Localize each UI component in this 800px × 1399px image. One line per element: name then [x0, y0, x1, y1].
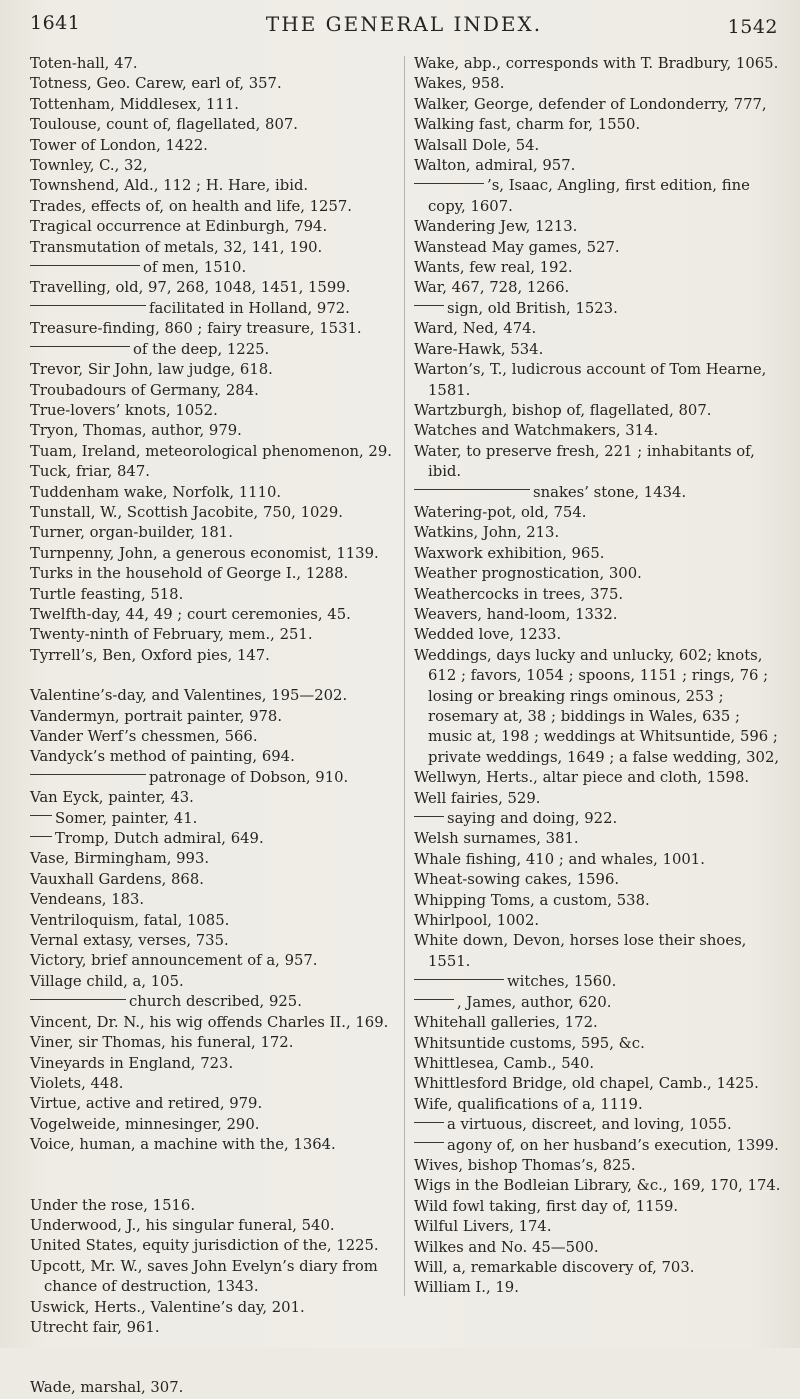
entry-text: Whittlesea, Camb., 540. [414, 1054, 595, 1072]
index-subentry [414, 972, 786, 992]
index-entry [414, 360, 786, 401]
entry-text: Wives, bishop Thomas’s, 825. [414, 1156, 636, 1174]
index-entry [30, 95, 395, 115]
entry-text: of the deep, 1225. [133, 340, 270, 358]
index-entry [30, 1216, 395, 1236]
index-entry [30, 74, 395, 94]
entry-text: Watches and Watchmakers, 314. [414, 422, 659, 440]
entry-text: Whirlpool, 1002. [414, 912, 540, 930]
index-subentry [414, 299, 786, 319]
entry-text: Townshend, Ald., 112 ; H. Hare, ibid. [30, 177, 309, 195]
ditto-rule [414, 979, 504, 980]
entry-text: Weathercocks in trees, 375. [414, 585, 624, 603]
page-header [30, 8, 778, 36]
entry-text: Trades, effects of, on health and life, 1257. [30, 197, 352, 215]
index-entry [30, 707, 395, 727]
index-entry [414, 1217, 786, 1237]
entry-text: Wants, few real, 192. [414, 259, 573, 277]
index-entry [30, 972, 395, 992]
index-subentry [30, 829, 395, 849]
entry-text: Weddings, days lucky and unlucky, 602; knots, 612 ; favors, 1054 ; spoons, 1151 ; rings, 76 ; losing or breaking rings ominous, 253 ; rosemary at, 38 ; biddings in Wales, 635 ; music at, 198 ; weddings at Whitsuntide, 596 ; private weddings, 1649 ; a false wedding, 302, [414, 646, 780, 766]
index-column-left [30, 54, 395, 1399]
index-entry [30, 1094, 395, 1114]
entry-text: ’s, Isaac, Angling, first edition, fine copy, 1607. [428, 177, 750, 215]
index-entry [414, 1278, 786, 1298]
entry-text: Warton’s, T., ludicrous account of Tom Hearne, 1581. [414, 361, 767, 399]
entry-text: Whale fishing, 410 ; and whales, 1001. [414, 850, 705, 868]
page-number-left: 1641 [30, 12, 81, 34]
entry-text: Wheat-sowing cakes, 1596. [414, 871, 620, 889]
entry-text: Vandyck’s method of painting, 694. [30, 748, 295, 766]
ditto-rule [414, 816, 444, 817]
entry-text: Walking fast, charm for, 1550. [414, 116, 641, 134]
index-entry [414, 911, 786, 931]
entry-text: Trevor, Sir John, law judge, 618. [30, 361, 273, 379]
index-entry [30, 462, 395, 482]
entry-text: Vincent, Dr. N., his wig offends Charles II., 169. [30, 1013, 389, 1031]
entry-text: Turner, organ-builder, 181. [30, 524, 233, 542]
entry-text: Tuddenham wake, Norfolk, 1110. [30, 483, 282, 501]
index-entry [30, 54, 395, 74]
entry-text: Village child, a, 105. [30, 972, 184, 990]
ditto-rule [30, 346, 130, 347]
entry-text: Weavers, hand-loom, 1332. [414, 605, 618, 623]
entry-text: Victory, brief announcement of a, 957. [30, 952, 318, 970]
index-entry [30, 1074, 395, 1094]
index-entry [30, 238, 395, 258]
index-subentry [414, 993, 786, 1013]
index-subentry [414, 1136, 786, 1156]
entry-text: Utrecht fair, 961. [30, 1318, 160, 1336]
entry-text: Voice, human, a machine with the, 1364. [30, 1136, 336, 1154]
ditto-rule [30, 836, 52, 837]
index-entry [414, 646, 786, 768]
index-entry [30, 1318, 395, 1338]
entry-text: Wife, qualifications of a, 1119. [414, 1095, 643, 1113]
entry-text: Tryon, Thomas, author, 979. [30, 422, 242, 440]
entry-text: Under the rose, 1516. [30, 1196, 196, 1214]
entry-text: Tuam, Ireland, meteorological phenomenon, 29. [30, 442, 392, 460]
index-entry [414, 768, 786, 788]
entry-text: Wild fowl taking, first day of, 1159. [414, 1197, 679, 1215]
index-entry [414, 238, 786, 258]
entry-text: Wedded love, 1233. [414, 626, 562, 644]
entry-text: patronage of Dobson, 910. [149, 768, 349, 786]
entry-text: Wilkes and No. 45—500. [414, 1238, 599, 1256]
entry-text: Wellwyn, Herts., altar piece and cloth, 1598. [414, 769, 750, 787]
index-entry [30, 1033, 395, 1053]
entry-text: Virtue, active and retired, 979. [30, 1095, 263, 1113]
index-entry [414, 401, 786, 421]
entry-text: Valentine’s-day, and Valentines, 195—202. [30, 687, 348, 705]
entry-text: Ventriloquism, fatal, 1085. [30, 911, 230, 929]
index-entry [30, 319, 395, 339]
entry-text: Weather prognostication, 300. [414, 565, 642, 583]
index-subentry [30, 992, 395, 1012]
entry-text: Well fairies, 529. [414, 789, 541, 807]
index-entry [30, 442, 395, 462]
entry-text: Whipping Toms, a custom, 538. [414, 891, 650, 909]
column-divider [404, 56, 405, 1296]
entry-text: Wanstead May games, 527. [414, 238, 620, 256]
ditto-rule [414, 489, 530, 490]
entry-text: Wandering Jew, 1213. [414, 218, 578, 236]
ditto-rule [414, 305, 444, 306]
entry-text: Turnpenny, John, a generous economist, 1139. [30, 544, 379, 562]
section-gap [30, 666, 395, 686]
index-entry [414, 523, 786, 543]
index-entry [414, 115, 786, 135]
entry-text: Townley, C., 32, [30, 157, 148, 175]
index-entry [414, 74, 786, 94]
index-entry [30, 727, 395, 747]
index-entry [30, 381, 395, 401]
entry-text: a virtuous, discreet, and loving, 1055. [447, 1116, 732, 1134]
entry-text: Turks in the household of George I., 1288. [30, 565, 349, 583]
entry-text: True-lovers’ knots, 1052. [30, 401, 218, 419]
index-entry [414, 340, 786, 360]
index-entry [30, 503, 395, 523]
entry-text: Toulouse, count of, flagellated, 807. [30, 116, 298, 134]
index-subentry [414, 483, 786, 503]
index-subentry [30, 299, 395, 319]
entry-text: Vase, Birmingham, 993. [30, 850, 210, 868]
index-entry [414, 217, 786, 237]
index-entry [30, 115, 395, 135]
entry-text: Walton, admiral, 957. [414, 157, 576, 175]
entry-text: War, 467, 728, 1266. [414, 279, 570, 297]
index-entry [414, 1034, 786, 1054]
entry-text: church described, 925. [129, 993, 302, 1011]
ditto-rule [414, 183, 484, 184]
running-title: THE GENERAL INDEX. [265, 12, 543, 36]
index-entry [30, 197, 395, 217]
entry-text: Whitsuntide customs, 595, &c. [414, 1034, 645, 1052]
entry-text: Ware-Hawk, 534. [414, 340, 544, 358]
index-entry [30, 1196, 395, 1216]
index-entry [30, 1236, 395, 1256]
entry-text: Vendeans, 183. [30, 891, 145, 909]
ditto-rule [414, 999, 454, 1000]
index-entry [414, 544, 786, 564]
index-entry [30, 1135, 395, 1155]
entry-text: Toten-hall, 47. [30, 55, 138, 72]
entry-text: Vineyards in England, 723. [30, 1054, 234, 1072]
index-entry [30, 278, 395, 298]
index-entry [414, 564, 786, 584]
ditto-rule [30, 774, 146, 775]
index-entry [30, 1115, 395, 1135]
index-subentry [30, 340, 395, 360]
index-entry [414, 1258, 786, 1278]
index-entry [414, 421, 786, 441]
index-entry [414, 931, 786, 972]
index-subentry [30, 809, 395, 829]
index-entry [414, 1238, 786, 1258]
entry-text: William I., 19. [414, 1279, 519, 1297]
index-entry [414, 95, 786, 115]
section-gap [30, 1156, 395, 1176]
ditto-rule [30, 265, 140, 266]
index-entry [30, 747, 395, 767]
index-entry [30, 788, 395, 808]
index-entry [414, 136, 786, 156]
entry-text: Vauxhall Gardens, 868. [30, 870, 204, 888]
index-entry [414, 829, 786, 849]
index-entry [414, 891, 786, 911]
index-entry [414, 605, 786, 625]
entry-text: Van Eyck, painter, 43. [30, 789, 194, 807]
entry-text: Turtle feasting, 518. [30, 585, 184, 603]
entry-text: Welsh surnames, 381. [414, 830, 579, 848]
index-entry [30, 1054, 395, 1074]
index-entry [30, 951, 395, 971]
index-entry [414, 156, 786, 176]
index-entry [30, 401, 395, 421]
entry-text: Violets, 448. [30, 1074, 124, 1092]
section-gap [30, 1338, 395, 1358]
entry-text: Treasure-finding, 860 ; fairy treasure, 1531. [30, 320, 362, 338]
index-subentry [414, 809, 786, 829]
entry-text: Wigs in the Bodleian Library, &c., 169, 170, 174. [414, 1177, 781, 1195]
section-gap [30, 1176, 395, 1196]
index-entry [414, 503, 786, 523]
entry-text: United States, equity jurisdiction of the, 1225. [30, 1237, 379, 1255]
entry-text: Watkins, John, 213. [414, 524, 560, 542]
section-gap [30, 1358, 395, 1378]
entry-text: Twelfth-day, 44, 49 ; court ceremonies, 45. [30, 605, 351, 623]
index-entry [30, 911, 395, 931]
index-entry [30, 890, 395, 910]
index-entry [30, 646, 395, 666]
entry-text: sign, old British, 1523. [447, 299, 618, 317]
entry-text: Twenty-ninth of February, mem., 251. [30, 626, 313, 644]
entry-text: Ward, Ned, 474. [414, 320, 537, 338]
entry-text: Upcott, Mr. W., saves John Evelyn’s diary from chance of destruction, 1343. [30, 1257, 378, 1296]
index-entry [30, 849, 395, 869]
index-entry [414, 1013, 786, 1033]
entry-text: Travelling, old, 97, 268, 1048, 1451, 1599. [30, 279, 351, 297]
index-entry [414, 789, 786, 809]
index-entry [30, 483, 395, 503]
entry-text: Vernal extasy, verses, 735. [30, 932, 229, 950]
entry-text: Watering-pot, old, 754. [414, 503, 587, 521]
index-entry [414, 1156, 786, 1176]
index-entry [414, 1176, 786, 1196]
entry-text: Walker, George, defender of Londonderry, 777, [414, 95, 767, 113]
entry-text: Vogelweide, minnesinger, 290. [30, 1115, 260, 1133]
index-entry [30, 176, 395, 196]
entry-text: Underwood, J., his singular funeral, 540. [30, 1216, 335, 1234]
index-subentry [30, 768, 395, 788]
entry-text: Tyrrell’s, Ben, Oxford pies, 147. [30, 646, 270, 664]
index-entry [30, 156, 395, 176]
entry-text: saying and doing, 922. [447, 810, 618, 828]
entry-text: Wade, marshal, 307. [30, 1379, 184, 1397]
entry-text: Whitehall galleries, 172. [414, 1014, 598, 1032]
entry-text: Wartzburgh, bishop of, flagellated, 807. [414, 401, 712, 419]
entry-text: , James, author, 620. [457, 993, 612, 1011]
entry-text: Will, a, remarkable discovery of, 703. [414, 1258, 695, 1276]
index-entry [414, 278, 786, 298]
page-number-right: 1542 [727, 16, 778, 38]
entry-text: Vandermyn, portrait painter, 978. [30, 707, 283, 725]
entry-text: snakes’ stone, 1434. [533, 483, 687, 501]
index-subentry [414, 1115, 786, 1135]
index-column-right [414, 54, 786, 1299]
index-entry [30, 421, 395, 441]
entry-text: Somer, painter, 41. [55, 809, 198, 827]
index-entry [30, 1298, 395, 1318]
entry-text: Walsall Dole, 54. [414, 136, 540, 154]
index-entry [414, 1197, 786, 1217]
entry-text: White down, Devon, horses lose their shoes, 1551. [414, 932, 747, 970]
entry-text: Wakes, 958. [414, 75, 505, 93]
entry-text: Whittlesford Bridge, old chapel, Camb., 1425. [414, 1075, 759, 1093]
entry-text: Uswick, Herts., Valentine’s day, 201. [30, 1298, 305, 1316]
entry-text: witches, 1560. [507, 973, 617, 991]
index-entry [414, 319, 786, 339]
index-entry [414, 258, 786, 278]
index-entry [30, 217, 395, 237]
index-entry [414, 1074, 786, 1094]
entry-text: Wake, abp., corresponds with T. Bradbury, 1065. [414, 55, 779, 72]
ditto-rule [30, 305, 146, 306]
entry-text: Viner, sir Thomas, his funeral, 172. [30, 1034, 294, 1052]
entry-text: Tuck, friar, 847. [30, 463, 150, 481]
entry-text: agony of, on her husband’s execution, 1399. [447, 1136, 779, 1154]
index-entry [414, 1054, 786, 1074]
entry-text: Tower of London, 1422. [30, 136, 208, 154]
index-entry [30, 1378, 395, 1398]
ditto-rule [30, 999, 126, 1000]
index-subentry [30, 258, 395, 278]
index-entry [30, 523, 395, 543]
ditto-rule [30, 815, 52, 816]
index-entry [30, 870, 395, 890]
index-entry [30, 1013, 395, 1033]
index-entry [414, 625, 786, 645]
index-entry [30, 625, 395, 645]
entry-text: Water, to preserve fresh, 221 ; inhabitants of, ibid. [414, 442, 755, 481]
index-entry [30, 544, 395, 564]
entry-text: Vander Werf’s chessmen, 566. [30, 728, 258, 745]
index-entry [30, 686, 395, 706]
index-entry [414, 1095, 786, 1115]
index-entry [30, 931, 395, 951]
entry-text: Tunstall, W., Scottish Jacobite, 750, 1029. [30, 503, 343, 521]
entry-text: Waxwork exhibition, 965. [414, 544, 605, 562]
index-entry [414, 442, 786, 483]
ditto-rule [414, 1122, 444, 1123]
entry-text: Tottenham, Middlesex, 111. [30, 95, 239, 113]
entry-text: Wilful Livers, 174. [414, 1218, 552, 1236]
index-entry [414, 870, 786, 890]
entry-text: Troubadours of Germany, 284. [30, 381, 259, 399]
entry-text: Transmutation of metals, 32, 141, 190. [30, 238, 323, 256]
index-entry [30, 360, 395, 380]
index-entry [30, 605, 395, 625]
entry-text: Tromp, Dutch admiral, 649. [55, 830, 264, 848]
index-entry [414, 585, 786, 605]
index-subentry [414, 176, 786, 217]
entry-text: Tragical occurrence at Edinburgh, 794. [30, 218, 328, 236]
index-entry [414, 850, 786, 870]
index-entry [414, 54, 786, 74]
index-entry [30, 564, 395, 584]
entry-text: of men, 1510. [143, 259, 247, 277]
ditto-rule [414, 1142, 444, 1143]
entry-text: facilitated in Holland, 972. [149, 299, 350, 317]
index-entry [30, 136, 395, 156]
entry-text: Totness, Geo. Carew, earl of, 357. [30, 75, 282, 93]
index-entry [30, 585, 395, 605]
index-entry [30, 1257, 395, 1298]
